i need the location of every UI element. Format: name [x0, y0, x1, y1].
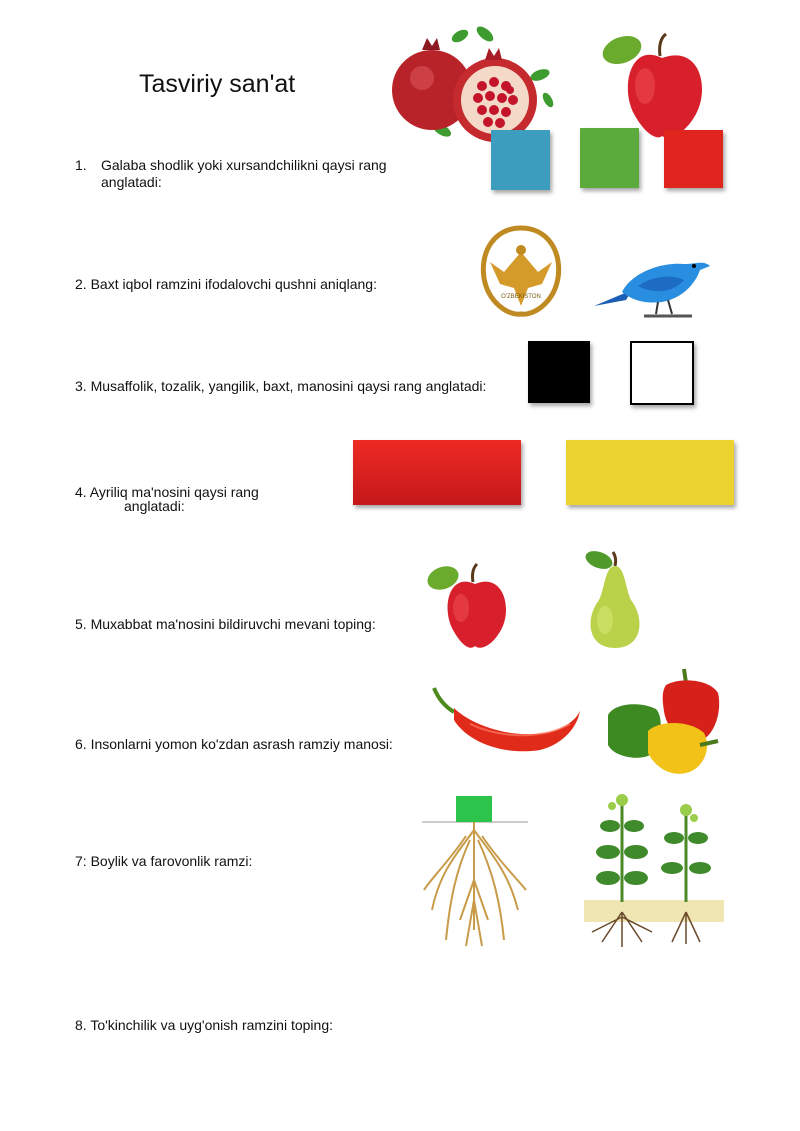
question-7-text: 7: Boylik va farovonlik ramzi:: [75, 853, 253, 869]
blue-color-swatch[interactable]: [491, 130, 550, 190]
yellow-color-swatch[interactable]: [566, 440, 734, 505]
question-5-text: 5. Muxabbat ma'nosini bildiruvchi mevani toping:: [75, 616, 376, 632]
question-4-text-line1: 4. Ayriliq ma'nosini qaysi rang: [75, 484, 259, 500]
apple-image: [425, 560, 525, 652]
emblem-text: O'ZBEKISTON: [501, 294, 541, 300]
green-color-swatch[interactable]: [580, 128, 639, 188]
root-system-image: [420, 790, 530, 950]
black-color-swatch[interactable]: [528, 341, 590, 403]
question-8-text: 8. To'kinchilik va uyg'onish ramzini toping:: [75, 1017, 333, 1033]
question-1-text: Galaba shodlik yoki xursandchilikni qaysi rang anglatadi:: [101, 157, 387, 190]
white-color-swatch[interactable]: [630, 341, 694, 405]
chili-pepper-image: [430, 684, 585, 756]
humo-bird-emblem: [474, 222, 568, 320]
seedlings-image: [582, 782, 727, 952]
question-1-number: 1.: [75, 157, 87, 173]
question-4-text-line2: anglatadi:: [124, 498, 185, 514]
question-6-text: 6. Insonlarni yomon ko'zdan asrash ramziy manosi:: [75, 736, 393, 752]
apple-image: [600, 28, 725, 143]
question-3-text: 3. Musaffolik, tozalik, yangilik, baxt, manosini qaysi rang anglatadi:: [75, 378, 487, 394]
red-color-swatch[interactable]: [664, 130, 723, 188]
pear-image: [575, 548, 655, 652]
page-title: Tasviriy san'at: [139, 70, 296, 98]
bell-peppers-image: [600, 665, 728, 777]
red-color-swatch[interactable]: [353, 440, 521, 505]
bluebird-image: [592, 240, 714, 320]
question-2-text: 2. Baxt iqbol ramzini ifodalovchi qushni aniqlang:: [75, 276, 377, 292]
